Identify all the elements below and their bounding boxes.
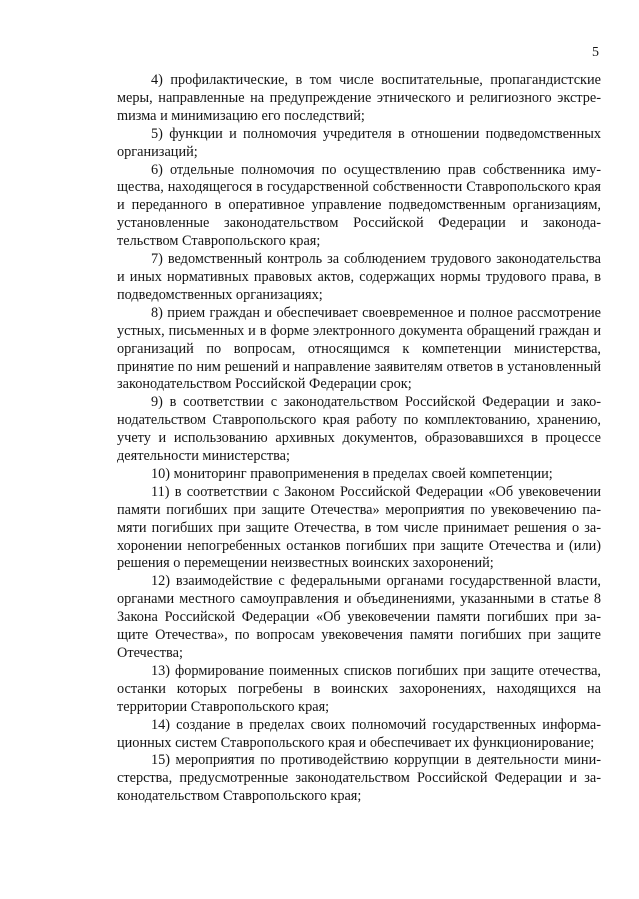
paragraph-item-13: 13) формирование поименных списков погибших при защите отечества, останки которых погребены в воинских захоронениях, находящихся на территории Ставропольского края;: [117, 662, 601, 715]
paragraph-item-5: 5) функции и полномочия учредителя в отношении подведомственных организаций;: [117, 125, 601, 160]
paragraph-item-12: 12) взаимодействие с федеральными органами государственной власти, органами местного самоуправления и объединениями, указанными в статье 8 Закона Российской Федерации «Об увековечении памяти погибших при защите Отечества», по вопросам увековечения памяти погибших при защите Отечества;: [117, 573, 601, 661]
paragraph-item-11: 11) в соответствии с Законом Российской Федерации «Об увековечении памяти погибших при защите Отечества» мероприятия по увековечению памяти погибших при защите Отечества, в том числе принимает решения о захоронении непогребенных останков погибших при защите Отечества и (или) решения о перемещении неизвестных воинских захоронений;: [117, 483, 601, 572]
paragraph-item-9: 9) в соответствии с законодательством Российской Федерации и законодательством Ставропольского края работу по комплектованию, хранению, учету и использованию архивных документов, образовавшихся в процессе деятельности министерства;: [117, 394, 601, 465]
paragraph-item-15: 15) мероприятия по противодействию коррупции в деятельности министерства, предусмотренные законодательством Российской Федерации и законодательством Ставропольского края;: [117, 752, 601, 805]
paragraph-item-7: 7) ведомственный контроль за соблюдением трудового законодательства и иных нормативных правовых актов, содержащих нормы трудового права, в подведомственных организациях;: [117, 251, 601, 303]
page-number: 5: [592, 45, 599, 60]
paragraph-item-6: 6) отдельные полномочия по осуществлению прав собственника имущества, находящегося в государственной собственности Ставропольского края и переданного в оперативное управление подведомственным организациям, установленные законодательством Российской Федерации и законодательством Ставропольского края;: [117, 161, 601, 250]
paragraph-item-14: 14) создание в пределах своих полномочий государственных информационных систем Ставропольского края и обеспечивает их функционирование;: [117, 716, 601, 751]
paragraph-item-4: 4) профилактические, в том числе воспитательные, пропагандистские меры, направленные на предупреждение этнического и религиозного экстреmизма и минимизацию его последствий;: [117, 72, 601, 124]
paragraph-item-10: 10) мониторинг правоприменения в пределах своей компетенции;: [151, 465, 553, 482]
paragraph-item-8: 8) прием граждан и обеспечивает своевременное и полное рассмотрение устных, письменных и в форме электронного документа обращений граждан и организаций по вопросам, относящимся к компетенции министерства, принятие по ним решений и направление заявителям ответов в установленный законодательством Российской Федерации срок;: [117, 304, 601, 393]
document-body: [117, 72, 601, 806]
